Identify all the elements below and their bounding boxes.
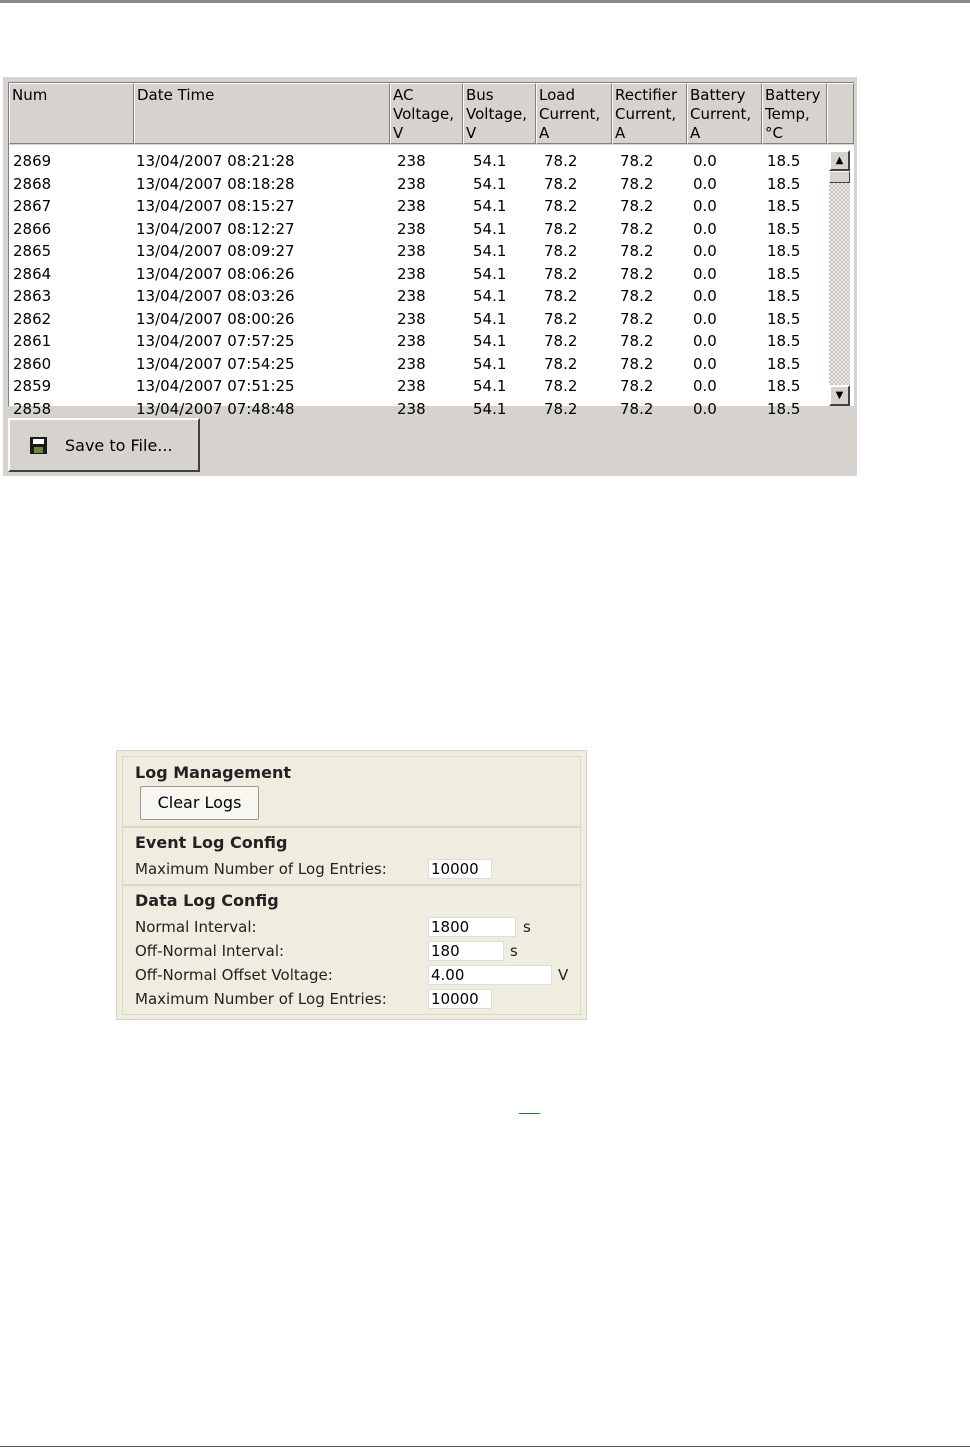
cell-battery-current: 0.0 [693, 332, 717, 350]
cell-bus-voltage: 54.1 [473, 287, 507, 305]
data-log-panel [3, 77, 857, 476]
cell-load-current: 78.2 [544, 377, 578, 395]
scroll-up-button[interactable] [829, 150, 850, 171]
event-log-config-section [122, 827, 581, 885]
cell-rectifier-current: 78.2 [620, 152, 654, 170]
cell-date-time: 13/04/2007 08:12:27 [136, 219, 295, 238]
page-bottom-rule [0, 1446, 970, 1447]
table-row[interactable] [9, 240, 827, 263]
cell-ac-voltage: 238 [397, 174, 426, 193]
scroll-track[interactable] [829, 183, 850, 385]
cell-load-current: 78.2 [544, 264, 578, 283]
col-header-rectifier-current[interactable]: Rectifier Current, A [612, 83, 687, 144]
cell-bus-voltage: 54.1 [473, 197, 507, 215]
normal-interval-unit: s [523, 918, 531, 936]
cell-bus-voltage: 54.1 [473, 264, 507, 283]
col-header-battery-current[interactable]: Battery Current, A [687, 83, 762, 144]
col-header-filler [827, 83, 854, 144]
cell-date-time: 13/04/2007 08:21:28 [136, 152, 295, 170]
cell-battery-current: 0.0 [693, 377, 717, 395]
grid-header [9, 83, 854, 145]
cell-ac-voltage: 238 [397, 377, 426, 395]
cell-battery-current: 0.0 [693, 264, 717, 283]
floppy-disk-icon [30, 437, 47, 454]
offset-voltage-input[interactable] [428, 965, 552, 985]
cell-rectifier-current: 78.2 [620, 377, 654, 395]
cell-num: 2861 [13, 332, 52, 350]
cell-ac-voltage: 238 [397, 332, 426, 350]
table-row[interactable] [9, 263, 827, 286]
cell-battery-temp: 18.5 [767, 264, 801, 283]
data-log-config-section [122, 885, 581, 1015]
cell-rectifier-current: 78.2 [620, 197, 654, 215]
save-button-label: Save to File... [65, 435, 173, 455]
cell-rectifier-current: 78.2 [620, 174, 654, 193]
cell-rectifier-current: 78.2 [620, 264, 654, 283]
cell-num: 2858 [13, 399, 52, 418]
event-max-entries-input[interactable] [428, 859, 492, 879]
table-row[interactable] [9, 195, 827, 218]
cell-battery-temp: 18.5 [767, 152, 801, 170]
scroll-thumb[interactable] [829, 171, 850, 183]
cell-load-current: 78.2 [544, 332, 578, 350]
cell-num: 2862 [13, 309, 52, 328]
cell-date-time: 13/04/2007 08:09:27 [136, 242, 295, 260]
cell-load-current: 78.2 [544, 219, 578, 238]
cell-bus-voltage: 54.1 [473, 174, 507, 193]
table-row[interactable] [9, 375, 827, 398]
cell-battery-temp: 18.5 [767, 197, 801, 215]
cell-battery-temp: 18.5 [767, 174, 801, 193]
table-row[interactable] [9, 308, 827, 331]
cell-battery-temp: 18.5 [767, 377, 801, 395]
cell-num: 2866 [13, 219, 52, 238]
col-header-battery-temp[interactable]: Battery Temp, °C [762, 83, 827, 144]
cell-bus-voltage: 54.1 [473, 152, 507, 170]
log-management-title: Log Management [135, 763, 291, 782]
cell-date-time: 13/04/2007 07:48:48 [136, 399, 295, 418]
cell-battery-temp: 18.5 [767, 332, 801, 350]
cell-bus-voltage: 54.1 [473, 242, 507, 260]
cell-ac-voltage: 238 [397, 309, 426, 328]
cell-rectifier-current: 78.2 [620, 309, 654, 328]
col-header-ac-voltage[interactable]: AC Voltage, V [390, 83, 463, 144]
cell-load-current: 78.2 [544, 197, 578, 215]
cell-battery-temp: 18.5 [767, 242, 801, 260]
cell-bus-voltage: 54.1 [473, 309, 507, 328]
cell-rectifier-current: 78.2 [620, 242, 654, 260]
cell-battery-current: 0.0 [693, 287, 717, 305]
data-max-entries-input[interactable] [428, 989, 492, 1009]
cell-date-time: 13/04/2007 08:00:26 [136, 309, 295, 328]
cell-date-time: 13/04/2007 08:15:27 [136, 197, 295, 215]
table-row[interactable] [9, 330, 827, 353]
cell-num: 2865 [13, 242, 52, 260]
cell-battery-current: 0.0 [693, 219, 717, 238]
cell-load-current: 78.2 [544, 399, 578, 418]
cell-num: 2869 [13, 152, 52, 170]
cell-rectifier-current: 78.2 [620, 399, 654, 418]
cell-battery-current: 0.0 [693, 152, 717, 170]
normal-interval-label: Normal Interval: [135, 918, 257, 936]
cell-load-current: 78.2 [544, 242, 578, 260]
cell-rectifier-current: 78.2 [620, 354, 654, 373]
cell-bus-voltage: 54.1 [473, 332, 507, 350]
cell-date-time: 13/04/2007 07:57:25 [136, 332, 295, 350]
cell-bus-voltage: 54.1 [473, 377, 507, 395]
col-header-load-current[interactable]: Load Current, A [536, 83, 612, 144]
cell-num: 2863 [13, 287, 52, 305]
cell-ac-voltage: 238 [397, 152, 426, 170]
cell-load-current: 78.2 [544, 174, 578, 193]
cell-battery-temp: 18.5 [767, 399, 801, 418]
arrow-down-icon: ▼ [835, 390, 844, 401]
cell-battery-current: 0.0 [693, 399, 717, 418]
event-log-config-title: Event Log Config [135, 833, 288, 852]
cell-battery-temp: 18.5 [767, 309, 801, 328]
cell-battery-current: 0.0 [693, 354, 717, 373]
cell-num: 2864 [13, 264, 52, 283]
table-row[interactable] [9, 218, 827, 241]
cell-battery-temp: 18.5 [767, 219, 801, 238]
cell-battery-current: 0.0 [693, 174, 717, 193]
cell-rectifier-current: 78.2 [620, 287, 654, 305]
cell-battery-current: 0.0 [693, 197, 717, 215]
cell-bus-voltage: 54.1 [473, 219, 507, 238]
col-header-num[interactable]: Num [9, 83, 134, 144]
cell-ac-voltage: 238 [397, 354, 426, 373]
cell-num: 2868 [13, 174, 52, 193]
table-row[interactable] [9, 173, 827, 196]
cell-date-time: 13/04/2007 08:06:26 [136, 264, 295, 283]
log-management-section [122, 756, 581, 827]
cell-load-current: 78.2 [544, 309, 578, 328]
cell-ac-voltage: 238 [397, 242, 426, 260]
cell-ac-voltage: 238 [397, 197, 426, 215]
arrow-up-icon: ▲ [835, 155, 844, 166]
page-top-rule [0, 0, 970, 3]
save-to-file-button[interactable] [8, 418, 200, 472]
cell-num: 2867 [13, 197, 52, 215]
offset-voltage-unit: V [558, 966, 569, 984]
cell-bus-voltage: 54.1 [473, 354, 507, 373]
event-max-entries-label: Maximum Number of Log Entries: [135, 860, 387, 878]
log-config-panel [116, 750, 587, 1020]
clear-logs-button[interactable]: Clear Logs [140, 786, 259, 820]
cell-rectifier-current: 78.2 [620, 332, 654, 350]
col-header-bus-voltage[interactable]: Bus Voltage, V [463, 83, 536, 144]
off-normal-interval-label: Off-Normal Interval: [135, 942, 285, 960]
cell-num: 2859 [13, 377, 52, 395]
cell-ac-voltage: 238 [397, 264, 426, 283]
vertical-scrollbar[interactable] [827, 150, 853, 405]
data-max-entries-label: Maximum Number of Log Entries: [135, 990, 387, 1008]
cell-date-time: 13/04/2007 08:03:26 [136, 287, 295, 305]
normal-interval-input[interactable] [428, 917, 516, 937]
col-header-date-time[interactable]: Date Time [134, 83, 390, 144]
cell-num: 2860 [13, 354, 52, 373]
off-normal-interval-input[interactable] [428, 941, 504, 961]
cell-date-time: 13/04/2007 07:54:25 [136, 354, 295, 373]
cell-battery-temp: 18.5 [767, 354, 801, 373]
table-row[interactable] [9, 285, 827, 308]
data-log-config-title: Data Log Config [135, 891, 279, 910]
offset-voltage-label: Off-Normal Offset Voltage: [135, 966, 333, 984]
data-log-grid [8, 82, 854, 418]
table-row[interactable] [9, 353, 827, 376]
grid-rows [9, 150, 827, 420]
scroll-down-button[interactable] [829, 385, 850, 406]
cell-battery-current: 0.0 [693, 242, 717, 260]
cell-ac-voltage: 238 [397, 219, 426, 238]
cell-battery-current: 0.0 [693, 309, 717, 328]
cell-date-time: 13/04/2007 07:51:25 [136, 377, 295, 395]
cell-rectifier-current: 78.2 [620, 219, 654, 238]
off-normal-interval-unit: s [510, 942, 518, 960]
cell-battery-temp: 18.5 [767, 287, 801, 305]
cell-date-time: 13/04/2007 08:18:28 [136, 174, 295, 193]
cell-load-current: 78.2 [544, 354, 578, 373]
cell-load-current: 78.2 [544, 152, 578, 170]
cell-ac-voltage: 238 [397, 287, 426, 305]
cell-ac-voltage: 238 [397, 399, 426, 418]
table-row[interactable] [9, 150, 827, 173]
link-underline[interactable] [519, 1113, 540, 1114]
cell-bus-voltage: 54.1 [473, 399, 507, 418]
cell-load-current: 78.2 [544, 287, 578, 305]
table-row[interactable] [9, 398, 827, 421]
